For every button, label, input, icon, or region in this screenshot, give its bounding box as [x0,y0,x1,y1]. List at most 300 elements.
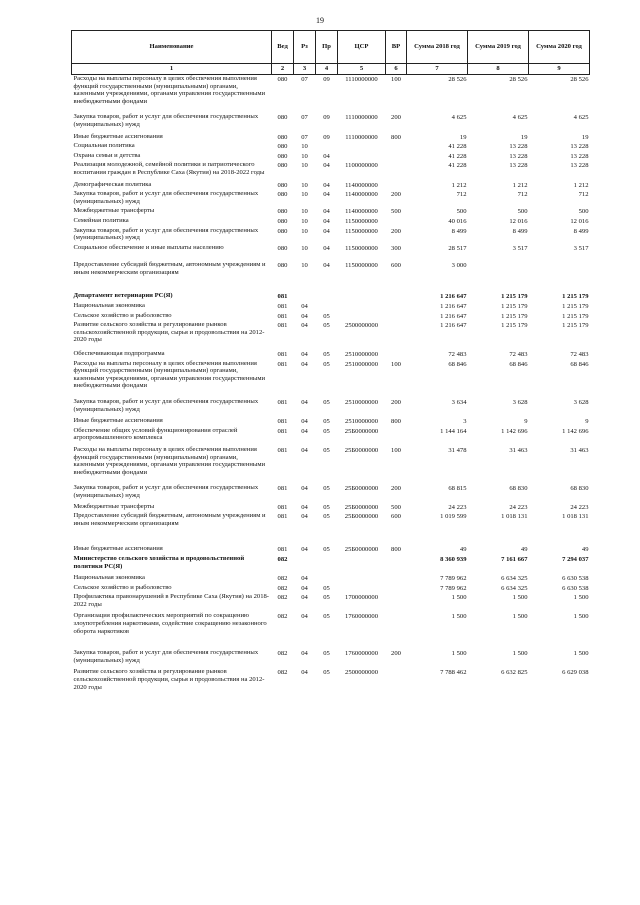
table-row [72,312,590,322]
table-row [72,217,590,227]
row-rz: 04 [301,503,308,511]
row-ved: 082 [277,669,288,677]
row-sum-2019: 6 632 825 [501,669,528,677]
row-sum-2020: 1 018 131 [562,513,589,521]
row-vr: 800 [391,418,401,426]
table-row [72,398,590,417]
row-sum-2020: 13 228 [570,162,589,170]
row-name: Межбюджетные трансферты [73,207,155,215]
row-sum-2020: 72 483 [570,351,589,359]
row-ved: 082 [277,650,288,658]
row-sum-2020: 500 [578,208,589,216]
row-csr: 1100000000 [345,162,378,170]
row-ved: 080 [277,133,288,141]
row-sum-2019: 24 223 [509,503,528,511]
col-header-rz: Рз [294,31,316,64]
row-name: Демографическая политика [73,180,152,188]
row-name: Закупка товаров, работ и услуг для обеспечения государственных (муниципальных) нужд [73,649,259,664]
row-vr: 200 [391,191,401,199]
row-sum-2018: 1 144 164 [440,427,467,435]
department-row [72,555,590,574]
row-vr [386,292,407,302]
row-sum-2019: 12 016 [509,217,528,225]
row-ved: 081 [277,303,288,311]
row-vr: 500 [391,503,401,511]
row-name: Организация профилактических мероприятий по сокращению злоупотребления наркотиками, содействие сокращению незаконного оборота наркотиков [73,612,267,635]
row-rz: 04 [301,594,308,602]
row-name: Семейная политика [73,216,129,224]
table-row [72,321,590,350]
row-name: Расходы на выплаты персоналу в целях обеспечения выполнения функций государственными (муниципальными) органами, казенными учреждениями, органами управления государственными внебюджетными фондами [73,445,266,476]
row-vr: 500 [391,208,401,216]
row-csr [338,574,386,584]
budget-table [71,30,590,691]
row-name: Иные бюджетные ассигнования [73,545,163,553]
row-pr: 05 [323,613,330,621]
table-row [72,668,590,691]
table-row [72,75,590,114]
row-ved: 080 [277,217,288,225]
row-pr: 05 [323,418,330,426]
row-rz: 04 [301,513,308,521]
row-name: Сельское хозяйство и рыболовство [73,583,172,591]
row-ved: 081 [277,351,288,359]
row-sum-2020: 1 215 179 [562,303,589,311]
row-name: Расходы на выплаты персоналу в целях обеспечения выполнения функций государственными (муниципальными) органами, казенными учреждениями, органами управления государственными внебюджетными фондами [73,75,266,105]
row-sum-2018: 41 228 [448,143,467,151]
column-number: 5 [338,64,386,75]
row-sum-2019: 1 215 179 [501,322,528,330]
col-header-sum-2019: Сумма 2019 год [468,31,529,64]
row-ved: 082 [277,594,288,602]
row-vr [386,427,407,446]
row-sum-2019: 9 [524,418,528,426]
row-rz: 10 [301,181,308,189]
row-sum-2018: 41 228 [448,152,467,160]
row-ved: 080 [277,244,288,252]
row-sum-2018: 72 483 [448,351,467,359]
row-sum-2020: 12 016 [570,217,589,225]
row-vr: 100 [391,76,401,83]
table-row [72,545,590,555]
row-sum-2020: 3 517 [573,244,589,252]
row-sum-2019: 72 483 [509,351,528,359]
row-rz: 04 [301,427,308,435]
row-sum-2018: 68 846 [448,360,467,368]
row-sum-2018: 49 [459,546,467,554]
row-vr [386,321,407,350]
table-row [72,244,590,262]
row-sum-2018: 500 [456,208,467,216]
row-pr [316,142,338,152]
row-csr: 25Б0000000 [344,427,379,435]
row-pr: 05 [323,546,330,554]
row-sum-2019: 13 228 [509,152,528,160]
row-csr: 1150000000 [345,227,378,235]
column-number: 1 [72,64,272,75]
row-ved: 081 [277,446,288,454]
row-csr: 1140000000 [345,208,378,216]
row-name: Сельское хозяйство и рыболовство [73,311,172,319]
row-pr: 05 [323,584,330,592]
row-name: Закупка товаров, работ и услуг для обеспечения государственных (муниципальных) нужд [73,226,259,242]
col-header-name: Наименование [72,31,272,64]
row-name: Иные бюджетные ассигнования [73,132,163,140]
row-vr: 600 [391,262,401,270]
row-vr [386,668,407,691]
row-sum-2020: 4 625 [573,114,589,122]
row-name: Национальная экономика [73,302,145,310]
row-sum-2020: 1 500 [573,594,589,602]
row-vr [386,217,407,227]
row-sum-2020: 7 294 037 [562,555,589,563]
row-rz: 04 [301,650,308,658]
row-csr: 25Б0000000 [344,546,379,554]
row-pr: 05 [323,427,330,435]
row-pr: 05 [323,594,330,602]
row-csr: 2510000000 [345,418,378,426]
row-pr [316,574,338,584]
row-sum-2019: 1 215 179 [501,303,528,311]
row-name: Охрана семьи и детства [73,151,141,159]
row-vr: 300 [391,244,401,252]
row-pr: 05 [323,485,330,493]
row-sum-2020: 6 629 038 [562,669,589,677]
table-row [72,512,590,545]
row-ved: 080 [277,76,288,83]
row-csr [338,312,386,322]
table-row [72,207,590,217]
row-vr [386,302,407,312]
column-number: 6 [386,64,407,75]
row-ved: 081 [277,293,288,301]
row-sum-2019: 1 212 [512,181,528,189]
row-rz: 04 [301,399,308,406]
table-row [72,446,590,484]
row-rz: 07 [301,76,308,83]
row-sum-2019: 13 228 [509,162,528,170]
row-rz: 04 [301,575,308,583]
row-sum-2020: 49 [581,546,589,554]
row-sum-2020: 6 630 538 [562,575,589,583]
table-row [72,584,590,594]
department-row [72,292,590,302]
row-ved: 081 [277,513,288,521]
row-sum-2018: 7 789 962 [440,584,467,592]
row-sum-2018: 7 788 462 [440,669,467,677]
row-ved: 081 [277,503,288,511]
row-sum-2018: 24 223 [448,503,467,511]
row-pr: 05 [323,399,330,406]
row-pr: 04 [323,262,330,270]
row-vr: 600 [391,513,401,521]
row-name: Министерство сельского хозяйства и продовольственной политики РС(Я) [73,554,245,570]
table-row [72,152,590,162]
row-csr: 1150000000 [345,244,378,252]
column-number: 2 [272,64,294,75]
row-sum-2019 [468,261,529,292]
row-sum-2018: 28 526 [448,76,467,83]
row-sum-2020: 68 830 [570,485,589,493]
row-rz: 04 [301,303,308,311]
row-sum-2018: 1 216 647 [440,293,467,301]
row-pr: 04 [323,244,330,252]
row-sum-2019: 28 526 [509,76,528,83]
row-sum-2020: 712 [578,191,589,199]
row-rz: 04 [301,446,308,454]
row-ved: 081 [277,312,288,320]
table-row [72,261,590,292]
row-csr: 1700000000 [345,594,378,602]
row-rz: 10 [301,152,308,160]
row-sum-2020: 1 215 179 [562,293,589,301]
row-sum-2018: 1 019 599 [440,513,467,521]
row-ved: 080 [277,152,288,160]
row-sum-2018: 40 016 [448,217,467,225]
row-sum-2019: 712 [517,191,528,199]
row-vr: 800 [391,133,401,141]
table-row [72,142,590,152]
row-ved: 082 [277,575,288,583]
row-sum-2018: 3 [463,418,467,426]
row-rz: 10 [301,262,308,270]
column-number-row [72,64,590,75]
row-csr: 1150000000 [345,217,378,225]
row-sum-2018: 28 517 [448,244,467,252]
row-vr [386,584,407,594]
row-ved: 080 [277,181,288,189]
row-rz: 10 [301,217,308,225]
row-name: Социальное обеспечение и иные выплаты населению [73,243,224,251]
row-rz: 04 [301,312,308,320]
row-sum-2020: 68 846 [570,360,589,368]
row-sum-2018: 68 815 [448,485,467,493]
row-pr: 04 [323,217,330,225]
row-csr [338,555,386,574]
row-sum-2020: 1 142 696 [562,427,589,435]
row-csr: 1760000000 [345,650,378,658]
row-sum-2019: 6 634 325 [501,575,528,583]
row-csr: 1150000000 [345,262,378,270]
row-sum-2020: 3 628 [573,399,589,406]
row-sum-2018: 712 [456,191,467,199]
row-pr: 04 [323,181,330,189]
row-sum-2019: 1 500 [512,594,528,602]
row-sum-2019: 13 228 [509,143,528,151]
row-csr: 2500000000 [345,669,378,677]
row-sum-2020: 19 [581,133,589,141]
row-pr: 04 [323,191,330,199]
row-vr [386,612,407,649]
row-csr: 1760000000 [345,613,378,621]
row-ved: 081 [277,418,288,426]
table-row [72,190,590,207]
row-sum-2019: 31 463 [509,446,528,454]
row-csr: 25Б0000000 [344,503,379,511]
row-ved: 080 [277,114,288,122]
table-row [72,417,590,427]
row-vr: 100 [391,360,401,368]
row-csr [338,302,386,312]
row-sum-2020: 24 223 [570,503,589,511]
row-sum-2020: 8 499 [573,227,589,235]
row-sum-2020: 13 228 [570,143,589,151]
column-number: 8 [468,64,529,75]
table-row [72,181,590,191]
table-row [72,161,590,180]
row-name: Иные бюджетные ассигнования [73,417,163,425]
row-sum-2019: 1 215 179 [501,293,528,301]
row-vr: 200 [391,114,401,122]
row-sum-2020: 31 463 [570,446,589,454]
row-pr: 05 [323,669,330,677]
row-sum-2018: 8 360 939 [440,555,467,563]
row-pr: 09 [323,76,330,83]
column-number: 4 [316,64,338,75]
row-pr: 05 [323,360,330,368]
row-vr [386,161,407,180]
row-pr [316,292,338,302]
row-sum-2018: 7 789 962 [440,575,467,583]
row-vr [386,593,407,612]
row-vr [386,350,407,360]
row-pr: 04 [323,152,330,160]
row-name: Развитие сельского хозяйства и регулирование рынков сельскохозяйственной продукции, сырья и продовольствия на 2012-2020 годы [73,321,265,344]
table-row [72,593,590,612]
row-ved: 082 [277,555,288,563]
table-row [72,612,590,649]
row-sum-2020 [529,261,590,292]
row-rz [294,555,316,574]
row-pr: 05 [323,351,330,359]
row-vr [386,312,407,322]
row-pr: 04 [323,227,330,235]
row-vr: 200 [391,485,401,493]
row-name: Развитие сельского хозяйства и регулирование рынков сельскохозяйственной продукции, сырья и продовольствия на 2012-2020 годы [73,668,265,691]
row-csr: 2510000000 [345,360,378,368]
row-sum-2019: 1 500 [512,613,528,621]
row-ved: 081 [277,427,288,435]
row-pr [316,555,338,574]
row-name: Закупка товаров, работ и услуг для обеспечения государственных (муниципальных) нужд [73,484,259,499]
row-name: Профилактика правонарушений в Республике Саха (Якутия) на 2018-2022 годы [73,593,270,608]
table-row [72,360,590,398]
row-sum-2018: 1 216 647 [440,303,467,311]
col-header-sum-2018: Сумма 2018 год [407,31,468,64]
row-csr: 2510000000 [345,351,378,359]
row-ved: 081 [277,485,288,493]
row-name: Предоставление субсидий бюджетным, автономным учреждениям и иным некоммерческим организациям [73,512,266,527]
row-ved: 081 [277,399,288,406]
col-header-pr: Пр [316,31,338,64]
row-sum-2019: 6 634 325 [501,584,528,592]
table-row [72,227,590,244]
row-name: Предоставление субсидий бюджетным, автономным учреждениям и иным некоммерческим организациям [73,261,266,276]
row-sum-2018: 8 499 [451,227,467,235]
row-sum-2018: 3 000 [451,262,467,270]
row-ved: 080 [277,227,288,235]
row-sum-2020: 1 500 [573,650,589,658]
table-row [72,350,590,360]
row-sum-2020: 6 630 538 [562,584,589,592]
row-vr [386,142,407,152]
row-ved: 081 [277,360,288,368]
row-name: Расходы на выплаты персоналу в целях обеспечения выполнения функций государственными (муниципальными) органами, казенными учреждениями, органами управления государственными внебюджетными фондами [73,359,266,390]
row-ved: 080 [277,208,288,216]
col-header-csr: ЦСР [338,31,386,64]
table-row [72,649,590,668]
row-sum-2018: 1 500 [451,613,467,621]
row-rz: 04 [301,322,308,330]
row-rz: 04 [301,546,308,554]
row-pr: 05 [323,503,330,511]
row-sum-2018: 1 500 [451,594,467,602]
row-vr [386,152,407,162]
row-sum-2019: 4 625 [512,114,528,122]
row-pr [316,302,338,312]
row-sum-2019: 68 830 [509,485,528,493]
row-sum-2019: 500 [517,208,528,216]
row-vr: 800 [391,546,401,554]
table-row [72,484,590,502]
row-ved: 080 [277,162,288,170]
row-sum-2019: 8 499 [512,227,528,235]
row-csr: 1110000000 [345,114,378,122]
row-ved: 082 [277,613,288,621]
row-sum-2018: 19 [459,133,467,141]
row-sum-2018: 31 478 [448,446,467,454]
table-row [72,302,590,312]
row-sum-2019: 3 628 [512,399,528,406]
row-rz: 07 [301,133,308,141]
row-pr: 05 [323,513,330,521]
row-csr: 1140000000 [345,191,378,199]
row-pr: 05 [323,650,330,658]
col-header-vr: ВР [386,31,407,64]
row-csr: 25Б0000000 [344,446,379,454]
column-number: 9 [529,64,590,75]
row-rz: 07 [301,114,308,122]
row-pr: 05 [323,446,330,454]
row-rz: 10 [301,208,308,216]
col-header-ved: Вед [272,31,294,64]
row-name: Реализация молодежной, семейной политики и патриотического воспитания граждан в Республике Саха (Якутия) на 2018-2022 годы [73,161,265,176]
row-sum-2018: 1 216 647 [440,322,467,330]
row-sum-2020: 13 228 [570,152,589,160]
row-vr: 100 [391,446,401,454]
row-name: Закупка товаров, работ и услуг для обеспечения государственных (муниципальных) нужд [73,398,259,413]
row-sum-2018: 3 634 [451,399,467,406]
row-name: Межбюджетные трансферты [73,502,155,510]
row-sum-2018: 1 216 647 [440,312,467,320]
column-number: 7 [407,64,468,75]
row-sum-2019: 1 018 131 [501,513,528,521]
table-row [72,113,590,132]
row-csr: 1110000000 [345,76,378,83]
table-body [72,75,590,692]
table-row [72,574,590,584]
row-sum-2019: 1 215 179 [501,312,528,320]
table-row [72,503,590,513]
row-rz: 10 [301,162,308,170]
row-csr [338,292,386,302]
row-csr: 1110000000 [345,133,378,141]
row-rz: 10 [301,143,308,151]
row-sum-2019: 1 500 [512,650,528,658]
row-vr: 200 [391,399,401,406]
row-vr: 200 [391,227,401,235]
row-sum-2019: 7 161 667 [501,555,528,563]
